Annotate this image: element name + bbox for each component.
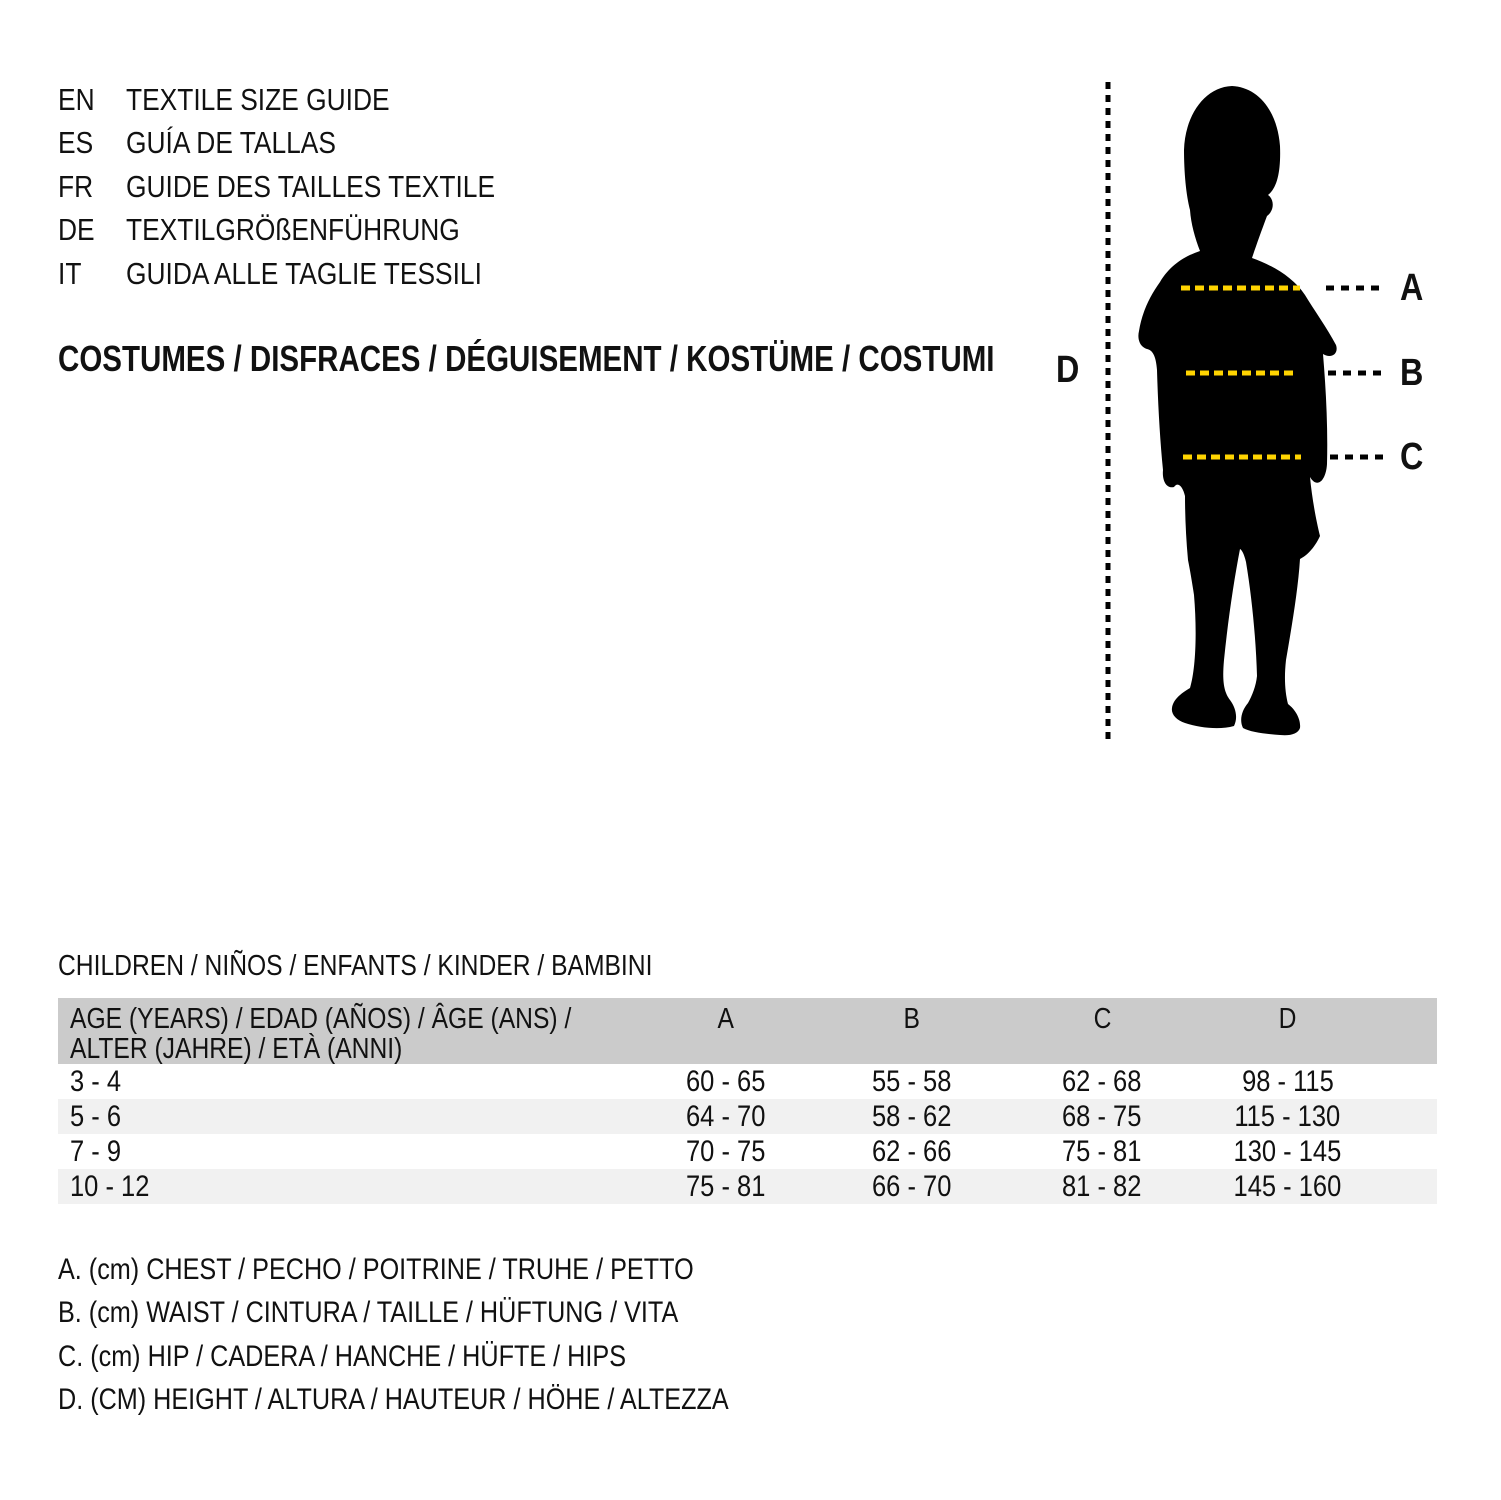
row-spacer <box>1376 1064 1437 1099</box>
value-cell-a <box>633 1134 818 1169</box>
value-text: 66 - 70 <box>871 1169 952 1203</box>
measure-label-d-text: D <box>1056 349 1080 391</box>
legend-item <box>58 1379 856 1423</box>
value-text: 75 - 81 <box>685 1169 766 1203</box>
value-cell-b <box>818 1134 1005 1169</box>
measure-label-b <box>1398 351 1425 395</box>
legend-item-text: A. (cm) CHEST / PECHO / POITRINE / TRUHE / PETTO <box>58 1252 694 1286</box>
size-table-row <box>58 1099 1437 1134</box>
age-cell <box>58 1099 633 1134</box>
size-table-header-row <box>58 998 1437 1064</box>
value-cell-a <box>633 1064 818 1099</box>
value-text: 58 - 62 <box>871 1099 952 1133</box>
value-text: 62 - 68 <box>1062 1064 1142 1098</box>
value-cell-a <box>633 1099 818 1134</box>
table-section-title-text: CHILDREN / NIÑOS / ENFANTS / KINDER / BAMBINI <box>58 950 653 982</box>
value-text: 75 - 81 <box>1062 1134 1142 1168</box>
value-cell-b <box>818 1064 1005 1099</box>
value-text: 70 - 75 <box>685 1134 766 1168</box>
language-row <box>58 165 560 209</box>
language-title: TEXTILGRÖßENFÜHRUNG <box>126 212 460 248</box>
value-cell-d <box>1199 1099 1376 1134</box>
legend-item <box>58 1248 856 1292</box>
child-silhouette-figure <box>1100 60 1400 760</box>
legend-item-text: C. (cm) HIP / CADERA / HANCHE / HÜFTE / HIPS <box>58 1339 626 1373</box>
measure-label-c <box>1398 435 1425 479</box>
column-header-text: C <box>1093 1003 1111 1035</box>
age-value: 3 - 4 <box>70 1064 122 1098</box>
value-cell-b <box>818 1099 1005 1134</box>
language-code: DE <box>58 212 95 248</box>
table-section-title <box>58 950 757 983</box>
value-cell-c <box>1005 1169 1199 1204</box>
language-code: IT <box>58 255 82 291</box>
column-header-d <box>1199 998 1376 1064</box>
value-text: 62 - 66 <box>871 1134 952 1168</box>
language-row <box>58 78 560 122</box>
value-cell-c <box>1005 1064 1199 1099</box>
header-spacer <box>1376 998 1437 1064</box>
column-header-b <box>818 998 1005 1064</box>
value-cell-d <box>1199 1134 1376 1169</box>
row-spacer <box>1376 1099 1437 1134</box>
language-row <box>58 209 560 253</box>
age-header-line1: AGE (YEARS) / EDAD (AÑOS) / ÂGE (ANS) / <box>70 1003 572 1035</box>
value-cell-a <box>633 1169 818 1204</box>
legend-item <box>58 1335 856 1379</box>
value-text: 55 - 58 <box>871 1064 952 1098</box>
language-title: GUIDA ALLE TAGLIE TESSILI <box>126 255 482 291</box>
value-text: 68 - 75 <box>1062 1099 1142 1133</box>
language-code: EN <box>58 81 95 117</box>
value-cell-d <box>1199 1064 1376 1099</box>
value-cell-b <box>818 1169 1005 1204</box>
age-cell <box>58 1064 633 1099</box>
measure-label-d <box>1054 348 1081 392</box>
category-title <box>58 338 1200 380</box>
measurement-legend <box>58 1248 856 1422</box>
age-column-header <box>58 998 633 1064</box>
age-value: 10 - 12 <box>70 1169 150 1203</box>
column-header-a <box>633 998 818 1064</box>
size-table-row <box>58 1134 1437 1169</box>
measure-label-a <box>1398 266 1425 310</box>
value-cell-c <box>1005 1134 1199 1169</box>
measure-label-b-text: B <box>1400 352 1424 394</box>
age-cell <box>58 1169 633 1204</box>
language-row <box>58 252 560 296</box>
age-value: 7 - 9 <box>70 1134 122 1168</box>
value-text: 115 - 130 <box>1234 1099 1341 1133</box>
legend-item-text: B. (cm) WAIST / CINTURA / TAILLE / HÜFTUNG / VITA <box>58 1296 679 1330</box>
row-spacer <box>1376 1134 1437 1169</box>
language-title: GUÍA DE TALLAS <box>126 125 336 161</box>
age-value: 5 - 6 <box>70 1099 122 1133</box>
language-title-list <box>58 78 560 296</box>
category-title-text: COSTUMES / DISFRACES / DÉGUISEMENT / KOSTÜME / COSTUMI <box>58 338 995 379</box>
language-title: TEXTILE SIZE GUIDE <box>126 81 390 117</box>
language-code: ES <box>58 125 94 161</box>
legend-item <box>58 1292 856 1336</box>
value-text: 145 - 160 <box>1233 1169 1342 1203</box>
age-header-line2: ALTER (JAHRE) / ETÀ (ANNI) <box>70 1033 403 1065</box>
value-cell-d <box>1199 1169 1376 1204</box>
value-text: 64 - 70 <box>685 1099 766 1133</box>
size-table-row <box>58 1169 1437 1204</box>
value-cell-c <box>1005 1099 1199 1134</box>
language-title: GUIDE DES TAILLES TEXTILE <box>126 168 496 204</box>
measure-label-c-text: C <box>1400 436 1424 478</box>
measure-label-a-text: A <box>1400 267 1424 309</box>
column-header-text: D <box>1278 1003 1297 1035</box>
value-text: 81 - 82 <box>1062 1169 1142 1203</box>
language-code: FR <box>58 168 94 204</box>
column-header-text: B <box>903 1003 920 1035</box>
language-row <box>58 122 560 166</box>
value-text: 130 - 145 <box>1233 1134 1342 1168</box>
column-header-text: A <box>717 1003 734 1035</box>
child-silhouette <box>1138 86 1336 735</box>
size-table-row <box>58 1064 1437 1099</box>
row-spacer <box>1376 1169 1437 1204</box>
age-cell <box>58 1134 633 1169</box>
value-text: 60 - 65 <box>685 1064 766 1098</box>
size-table <box>58 998 1437 1204</box>
legend-item-text: D. (CM) HEIGHT / ALTURA / HAUTEUR / HÖHE / ALTEZZA <box>58 1383 729 1417</box>
value-text: 98 - 115 <box>1241 1064 1334 1098</box>
column-header-c <box>1005 998 1199 1064</box>
